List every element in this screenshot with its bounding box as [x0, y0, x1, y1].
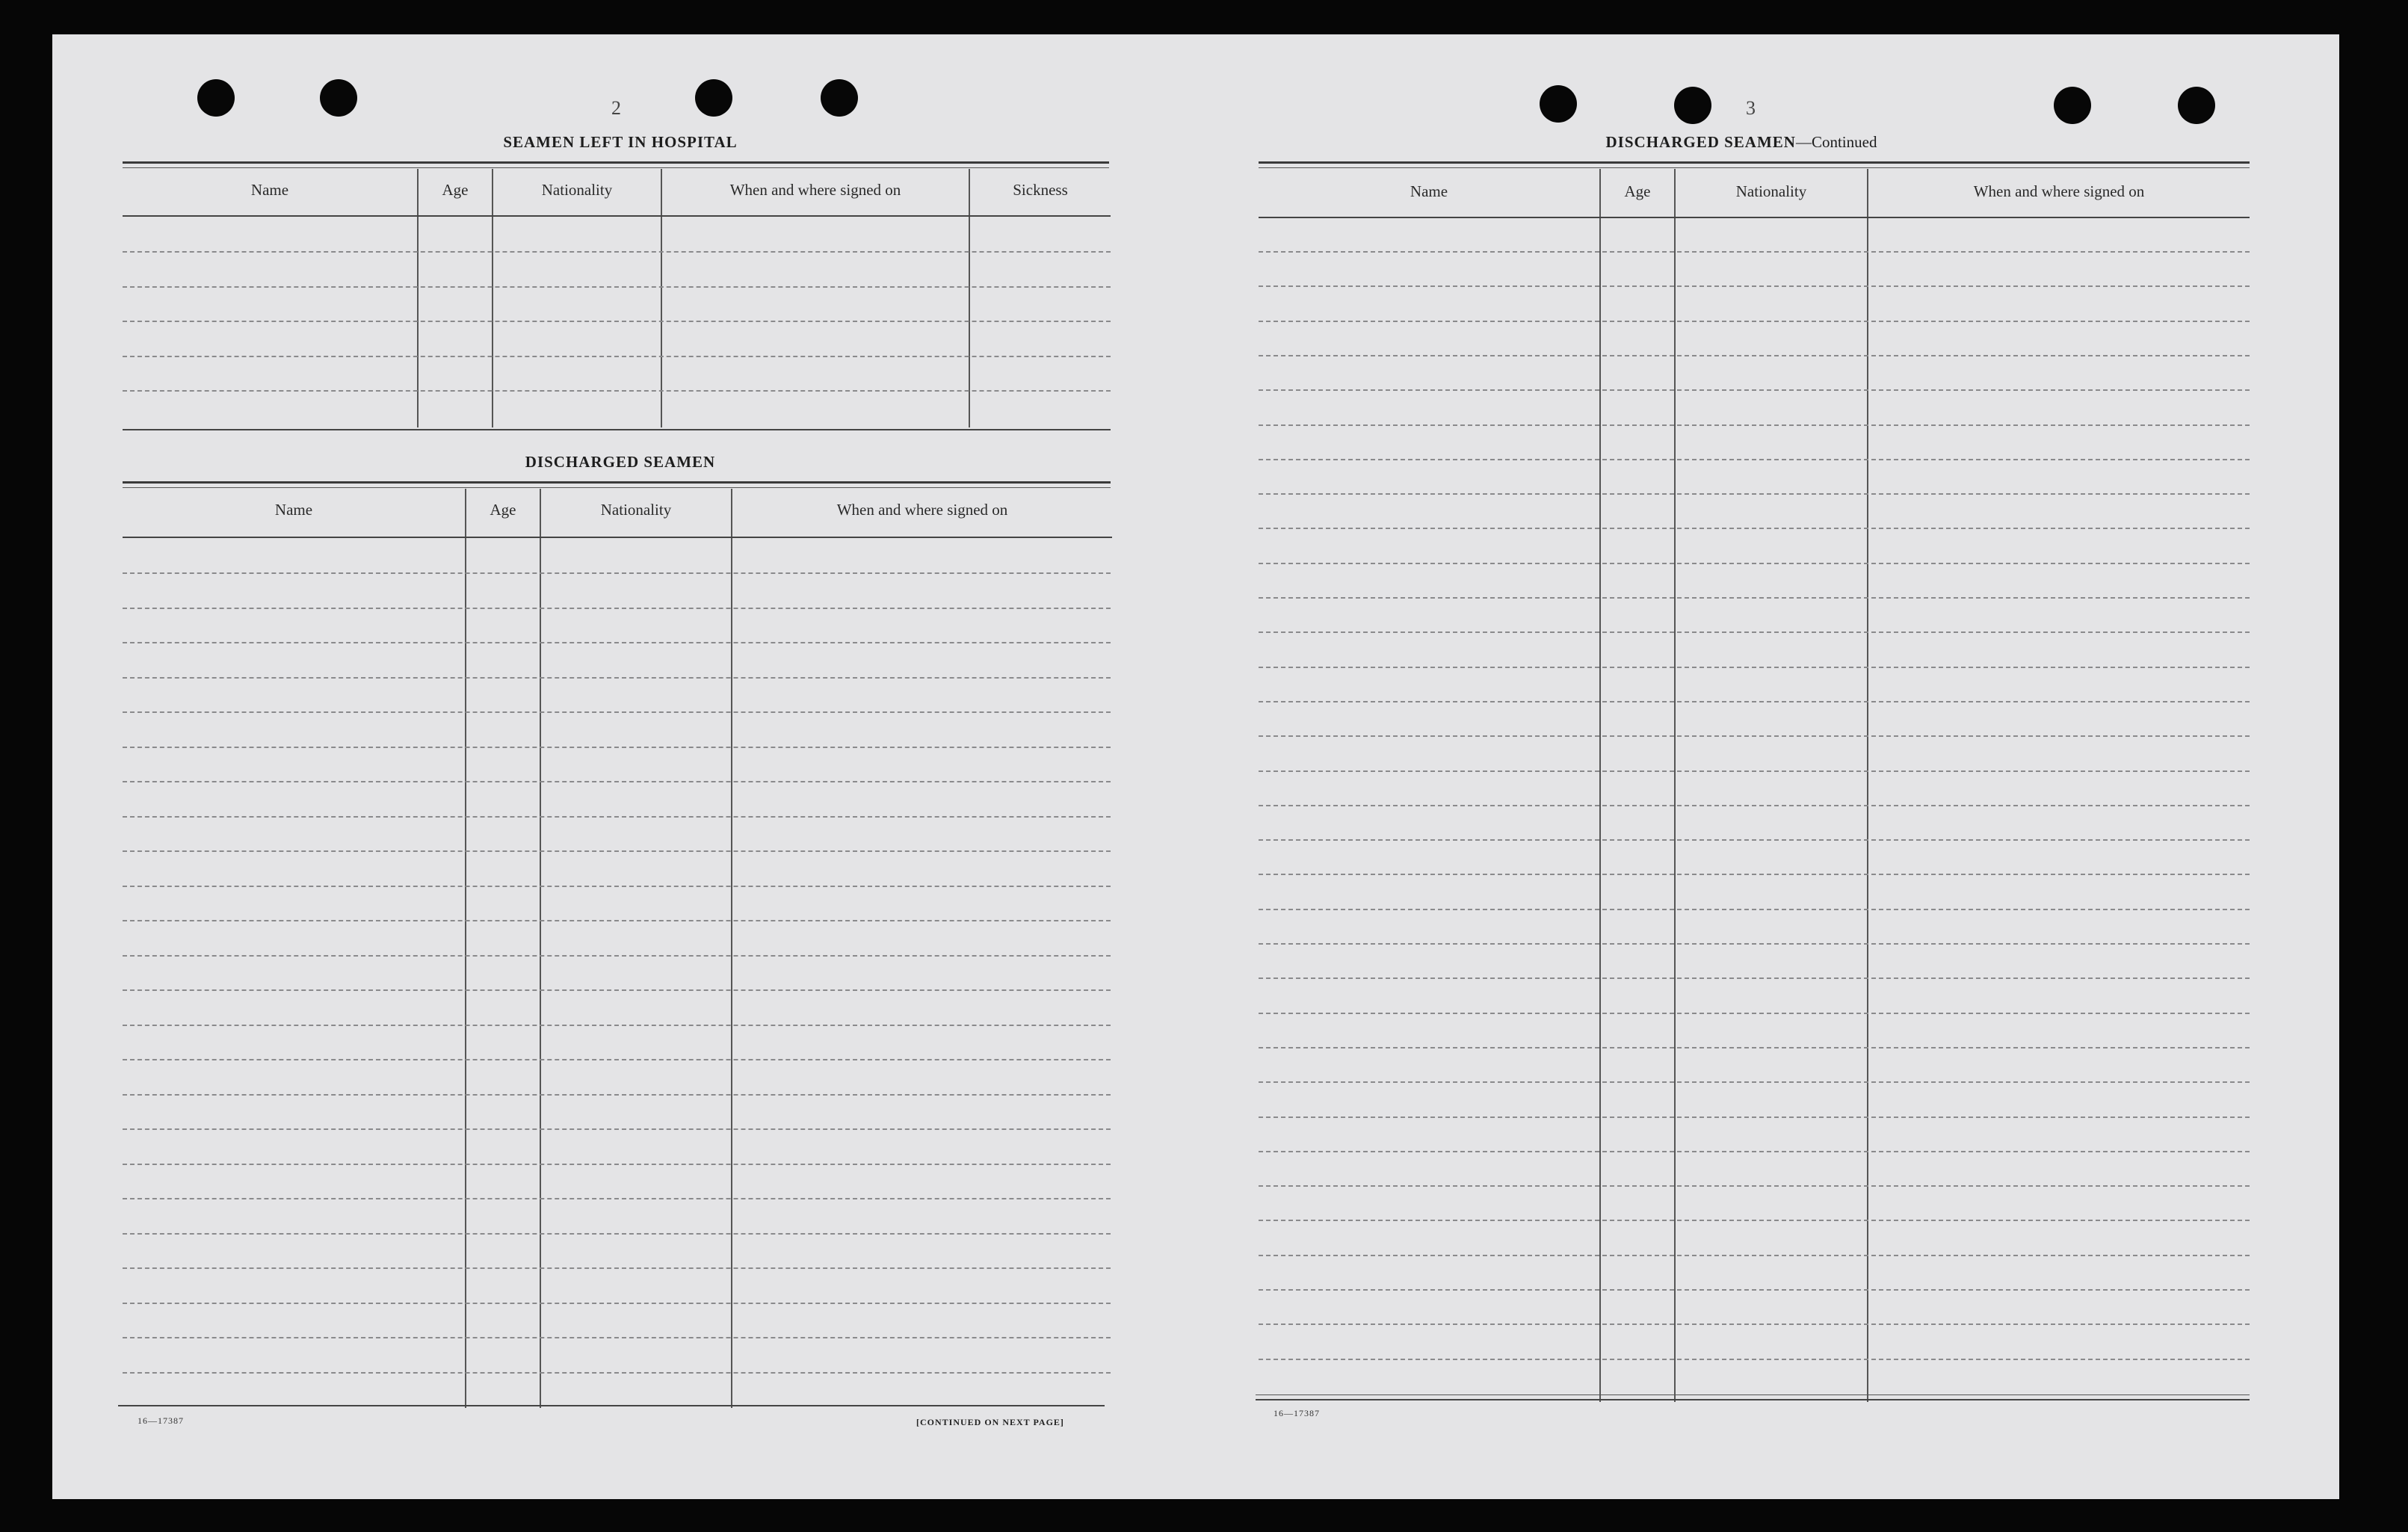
punch-hole [2054, 87, 2091, 124]
table-row-line [1259, 1323, 2250, 1325]
form-code: 16—17387 [1274, 1408, 1320, 1418]
table-row-line [1259, 597, 2250, 599]
header-underline [1259, 217, 2250, 218]
table-row-line [123, 1059, 1111, 1060]
column-divider [731, 489, 732, 1408]
punch-hole [2178, 87, 2215, 124]
table-row-line [1259, 1151, 2250, 1152]
column-header-sickness: Sickness [1013, 181, 1068, 199]
header-underline [123, 215, 1111, 217]
table-row-line [123, 816, 1111, 818]
table-row-line [1259, 285, 2250, 287]
table-row-line [123, 1094, 1111, 1096]
table-row-line [1259, 424, 2250, 426]
form-code: 16—17387 [138, 1415, 184, 1426]
section-title-discharged: DISCHARGED SEAMEN [525, 453, 716, 471]
table-row-line [1259, 1013, 2250, 1014]
section-title-discharged-continued [1510, 133, 1973, 152]
column-divider [492, 169, 493, 427]
table-row-line [123, 850, 1111, 852]
table-bottom-rule [118, 1405, 1105, 1406]
column-header-nationality: Nationality [541, 181, 613, 199]
table-row-line [1259, 735, 2250, 737]
table-row-line [123, 781, 1111, 782]
column-divider [661, 169, 662, 427]
column-header-signed-on: When and where signed on [1973, 182, 2145, 200]
table-row-line [1259, 805, 2250, 806]
table-row-line [1259, 528, 2250, 529]
table-row-line [1259, 631, 2250, 633]
column-divider [417, 169, 419, 427]
table-row-line [1259, 1359, 2250, 1360]
table-row-line [123, 286, 1111, 288]
table-row-line [1259, 1047, 2250, 1048]
table-row-line [1259, 770, 2250, 772]
table-row-line [1259, 459, 2250, 460]
section-title-suffix: —Continued [1795, 133, 1877, 151]
column-header-nationality: Nationality [1735, 182, 1807, 200]
table-row-line [1259, 1116, 2250, 1118]
table-row-line [1259, 701, 2250, 702]
table-row-line [1259, 1185, 2250, 1187]
table-row-line [123, 390, 1111, 392]
column-header-age: Age [442, 181, 469, 199]
punch-hole [320, 79, 357, 117]
column-divider [465, 489, 466, 1408]
table-row-line [1259, 1255, 2250, 1256]
table-row-line [123, 747, 1111, 748]
column-header-name: Name [250, 181, 289, 199]
table-row-line [123, 608, 1111, 609]
table-row-line [123, 1233, 1111, 1235]
column-header-age: Age [1624, 182, 1651, 200]
table-row-line [1259, 1220, 2250, 1221]
table-row-line [1259, 1081, 2250, 1083]
table-row-line [123, 321, 1111, 322]
punch-hole [695, 79, 732, 117]
section-title-hospital: SEAMEN LEFT IN HOSPITAL [503, 133, 738, 151]
table-bottom-rule [123, 429, 1111, 430]
table-row-line [1259, 493, 2250, 495]
table-row-line [123, 572, 1111, 574]
punch-hole [1674, 87, 1711, 124]
punch-hole [1540, 85, 1577, 123]
table-row-line [123, 251, 1111, 253]
table-row-line [123, 1198, 1111, 1199]
table-row-line [1259, 321, 2250, 322]
table-row-line [1259, 355, 2250, 356]
column-header-signed-on: When and where signed on [729, 181, 901, 199]
table-row-line [123, 1303, 1111, 1304]
table-top-rule [123, 167, 1109, 168]
table-row-line [123, 989, 1111, 991]
column-header-signed-on: When and where signed on [836, 501, 1008, 519]
section-title-text: DISCHARGED SEAMEN [1605, 133, 1796, 151]
table-top-rule [1259, 161, 2250, 164]
punch-hole [821, 79, 858, 117]
table-row-line [123, 677, 1111, 679]
table-top-rule [123, 481, 1111, 484]
table-row-line [1259, 977, 2250, 979]
table-row-line [123, 1372, 1111, 1374]
table-row-line [1259, 563, 2250, 564]
table-top-rule [1259, 167, 2250, 168]
table-row-line [123, 920, 1111, 921]
column-divider [1599, 169, 1601, 1402]
table-row-line [123, 711, 1111, 713]
header-underline [123, 537, 1112, 538]
table-row-line [123, 955, 1111, 957]
table-row-line [1259, 667, 2250, 668]
continued-note: [CONTINUED ON NEXT PAGE] [916, 1417, 1064, 1427]
table-row-line [123, 886, 1111, 887]
table-row-line [1259, 251, 2250, 253]
table-row-line [1259, 839, 2250, 841]
table-row-line [1259, 943, 2250, 945]
table-top-rule [123, 161, 1109, 164]
document-sheet [52, 34, 2339, 1499]
column-divider [1674, 169, 1676, 1402]
table-row-line [123, 1128, 1111, 1130]
table-row-line [1259, 874, 2250, 875]
punch-hole [197, 79, 235, 117]
table-row-line [123, 1337, 1111, 1338]
table-row-line [123, 1025, 1111, 1026]
column-divider [1867, 169, 1868, 1402]
page-number: 2 [611, 97, 621, 119]
table-row-line [123, 1267, 1111, 1269]
column-divider [540, 489, 541, 1408]
table-row-line [123, 1164, 1111, 1165]
column-header-name: Name [1410, 182, 1448, 200]
table-bottom-rule [1256, 1394, 2250, 1395]
column-header-name: Name [274, 501, 313, 519]
table-top-rule [123, 487, 1111, 488]
table-row-line [1259, 909, 2250, 910]
table-bottom-rule [1256, 1399, 2250, 1400]
column-header-age: Age [490, 501, 516, 519]
table-row-line [1259, 389, 2250, 391]
table-row-line [123, 642, 1111, 643]
page-number: 3 [1746, 97, 1756, 119]
table-row-line [123, 356, 1111, 357]
column-divider [969, 169, 970, 427]
table-row-line [1259, 1289, 2250, 1291]
column-header-nationality: Nationality [600, 501, 672, 519]
